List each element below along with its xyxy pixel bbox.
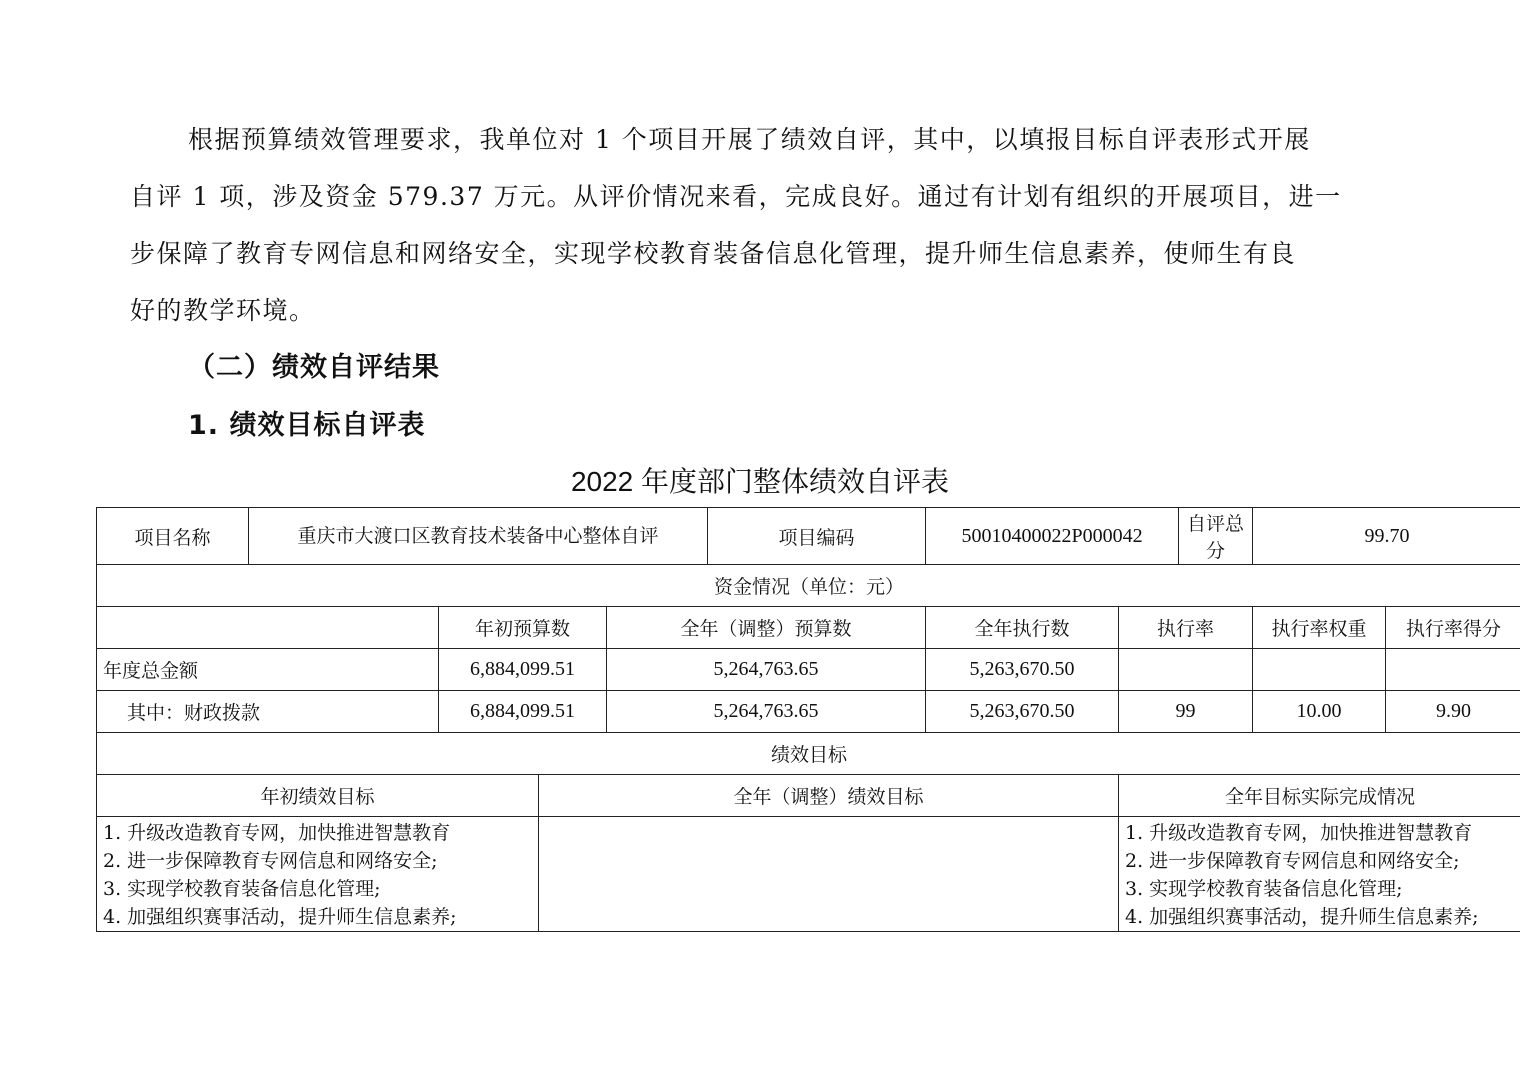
row-label-fiscal: 其中：财政拨款 [97, 691, 439, 733]
self-score-label: 自评总分 [1179, 508, 1253, 565]
cell-fiscal-executed: 5,263,670.50 [926, 691, 1119, 733]
goals-column-header-row [97, 775, 1520, 817]
intro-line-2: 自评 1 项，涉及资金 579.37 万元。从评价情况来看，完成良好。通过有计划有组织的开展项目，进一 [130, 182, 1342, 211]
intro-paragraph [130, 111, 1392, 339]
project-code-label: 项目编码 [708, 508, 926, 565]
cell-total-rate [1119, 649, 1253, 691]
initial-goals-cell [97, 817, 539, 932]
intro-line-4: 好的教学环境。 [130, 296, 316, 325]
funds-header-row [97, 565, 1520, 607]
cell-total-score [1386, 649, 1520, 691]
goal-col-actual: 全年目标实际完成情况 [1119, 775, 1520, 817]
goals-header-row [97, 733, 1520, 775]
section-heading: （二）绩效自评结果 [188, 352, 440, 383]
col-header-exec-rate: 执行率 [1119, 607, 1253, 649]
actual-completion-cell [1119, 817, 1520, 932]
cell-total-executed: 5,263,670.50 [926, 649, 1119, 691]
cell-fiscal-weight: 10.00 [1253, 691, 1386, 733]
cell-total-initial: 6,884,099.51 [439, 649, 607, 691]
goal-col-initial: 年初绩效目标 [97, 775, 539, 817]
col-header-initial-budget: 年初预算数 [439, 607, 607, 649]
intro-line-3: 步保障了教育专网信息和网络安全，实现学校教育装备信息化管理，提升师生信息素养，使师生有良 [130, 239, 1297, 268]
project-info-row [97, 508, 1520, 565]
list-item: 1. 升级改造教育专网，加快推进智慧教育 [103, 822, 451, 844]
cell-fiscal-score: 9.90 [1386, 691, 1520, 733]
adjusted-goals-cell [539, 817, 1119, 932]
list-item: 1. 升级改造教育专网，加快推进智慧教育 [1125, 822, 1473, 844]
list-item: 3. 实现学校教育装备信息化管理; [103, 878, 381, 900]
cell-fiscal-initial: 6,884,099.51 [439, 691, 607, 733]
intro-line-1: 根据预算绩效管理要求，我单位对 1 个项目开展了绩效自评，其中，以填报目标自评表形式开展 [188, 125, 1311, 154]
cell-total-weight [1253, 649, 1386, 691]
list-item: 4. 加强组织赛事活动，提升师生信息素养; [1125, 906, 1479, 928]
cell-fiscal-adjusted: 5,264,763.65 [607, 691, 926, 733]
list-item: 4. 加强组织赛事活动，提升师生信息素养; [103, 906, 457, 928]
col-header-exec-score: 执行率得分 [1386, 607, 1520, 649]
goals-header: 绩效目标 [97, 733, 1520, 775]
evaluation-table [96, 507, 1520, 932]
table-row [97, 691, 1520, 733]
col-header-adjusted-budget: 全年（调整）预算数 [607, 607, 926, 649]
self-score-value: 99.70 [1253, 508, 1520, 565]
cell-fiscal-rate: 99 [1119, 691, 1253, 733]
project-name-value: 重庆市大渡口区教育技术装备中心整体自评 [249, 508, 708, 565]
project-code-value: 50010400022P000042 [926, 508, 1179, 565]
sub-heading: 1. 绩效目标自评表 [188, 410, 426, 441]
col-header-executed: 全年执行数 [926, 607, 1119, 649]
col-header-exec-weight: 执行率权重 [1253, 607, 1386, 649]
goal-col-adjusted: 全年（调整）绩效目标 [539, 775, 1119, 817]
blank-header-cell [97, 607, 439, 649]
cell-total-adjusted: 5,264,763.65 [607, 649, 926, 691]
funds-header: 资金情况（单位：元） [97, 565, 1520, 607]
row-label-total: 年度总金额 [97, 649, 439, 691]
funds-column-header-row [97, 607, 1520, 649]
list-item: 3. 实现学校教育装备信息化管理; [1125, 878, 1403, 900]
goals-content-row [97, 817, 1520, 932]
table-row [97, 649, 1520, 691]
list-item: 2. 进一步保障教育专网信息和网络安全; [103, 850, 438, 872]
table-title: 2022 年度部门整体绩效自评表 [570, 466, 950, 497]
project-name-label: 项目名称 [97, 508, 249, 565]
list-item: 2. 进一步保障教育专网信息和网络安全; [1125, 850, 1460, 872]
